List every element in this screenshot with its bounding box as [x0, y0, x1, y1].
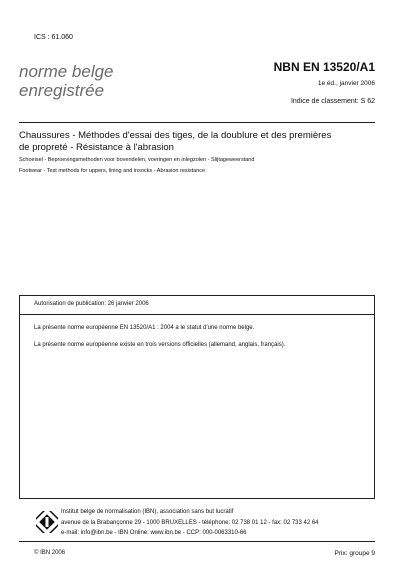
status-statement: La présente norme européenne EN 13520/A1 : 2004 a le statut d'une norme belge. — [34, 325, 255, 331]
brand-line-1: norme belge — [19, 62, 114, 81]
ics-code: ICS : 61.060 — [34, 34, 73, 41]
ibn-contact: e-mail: info@ibn.be - IBN Online: www.ibn.be - CCP: 000-0063310-66 — [61, 530, 247, 536]
price-group: Prix: groupe 9 — [334, 550, 375, 557]
title-english: Footwear - Test methods for uppers, lining and insocks - Abrasion resistance — [19, 168, 206, 174]
ibn-address: avenue de la Brabançonne 29 - 1000 BRUXELLES - téléphone: 02 738 01 12 - fax: 02 733 42 64 — [61, 520, 319, 526]
languages-statement: La présente norme européenne existe en trois versions officielles (allemand, anglais, français). — [34, 342, 286, 348]
ibn-logo-icon — [36, 511, 58, 533]
brand-line-2: enregistrée — [19, 81, 105, 100]
title-dutch: Schoeisel - Beproevingsmethoden voor bovendelen, voeringen en inlegzolen - Slijtageweerstand — [19, 157, 255, 163]
box-divider — [20, 314, 374, 315]
ibn-name: Institut belge de normalisation (IBN), association sans but lucratif — [61, 509, 234, 515]
brand-title — [19, 62, 114, 100]
bottom-divider — [19, 541, 375, 542]
title-french: Chaussures - Méthodes d'essai des tiges, de la doublure et des premières de propreté - Résistance à l'abrasion — [19, 130, 332, 153]
copyright: © IBN 2006 — [34, 550, 66, 556]
edition-date: 1e éd., janvier 2006 — [317, 80, 375, 87]
top-divider — [19, 122, 375, 123]
standard-number: NBN EN 13520/A1 — [273, 60, 375, 74]
classification-index: Indice de classement: S 62 — [290, 98, 375, 105]
publication-date: Autorisation de publication: 26 janvier 2006 — [34, 301, 149, 307]
